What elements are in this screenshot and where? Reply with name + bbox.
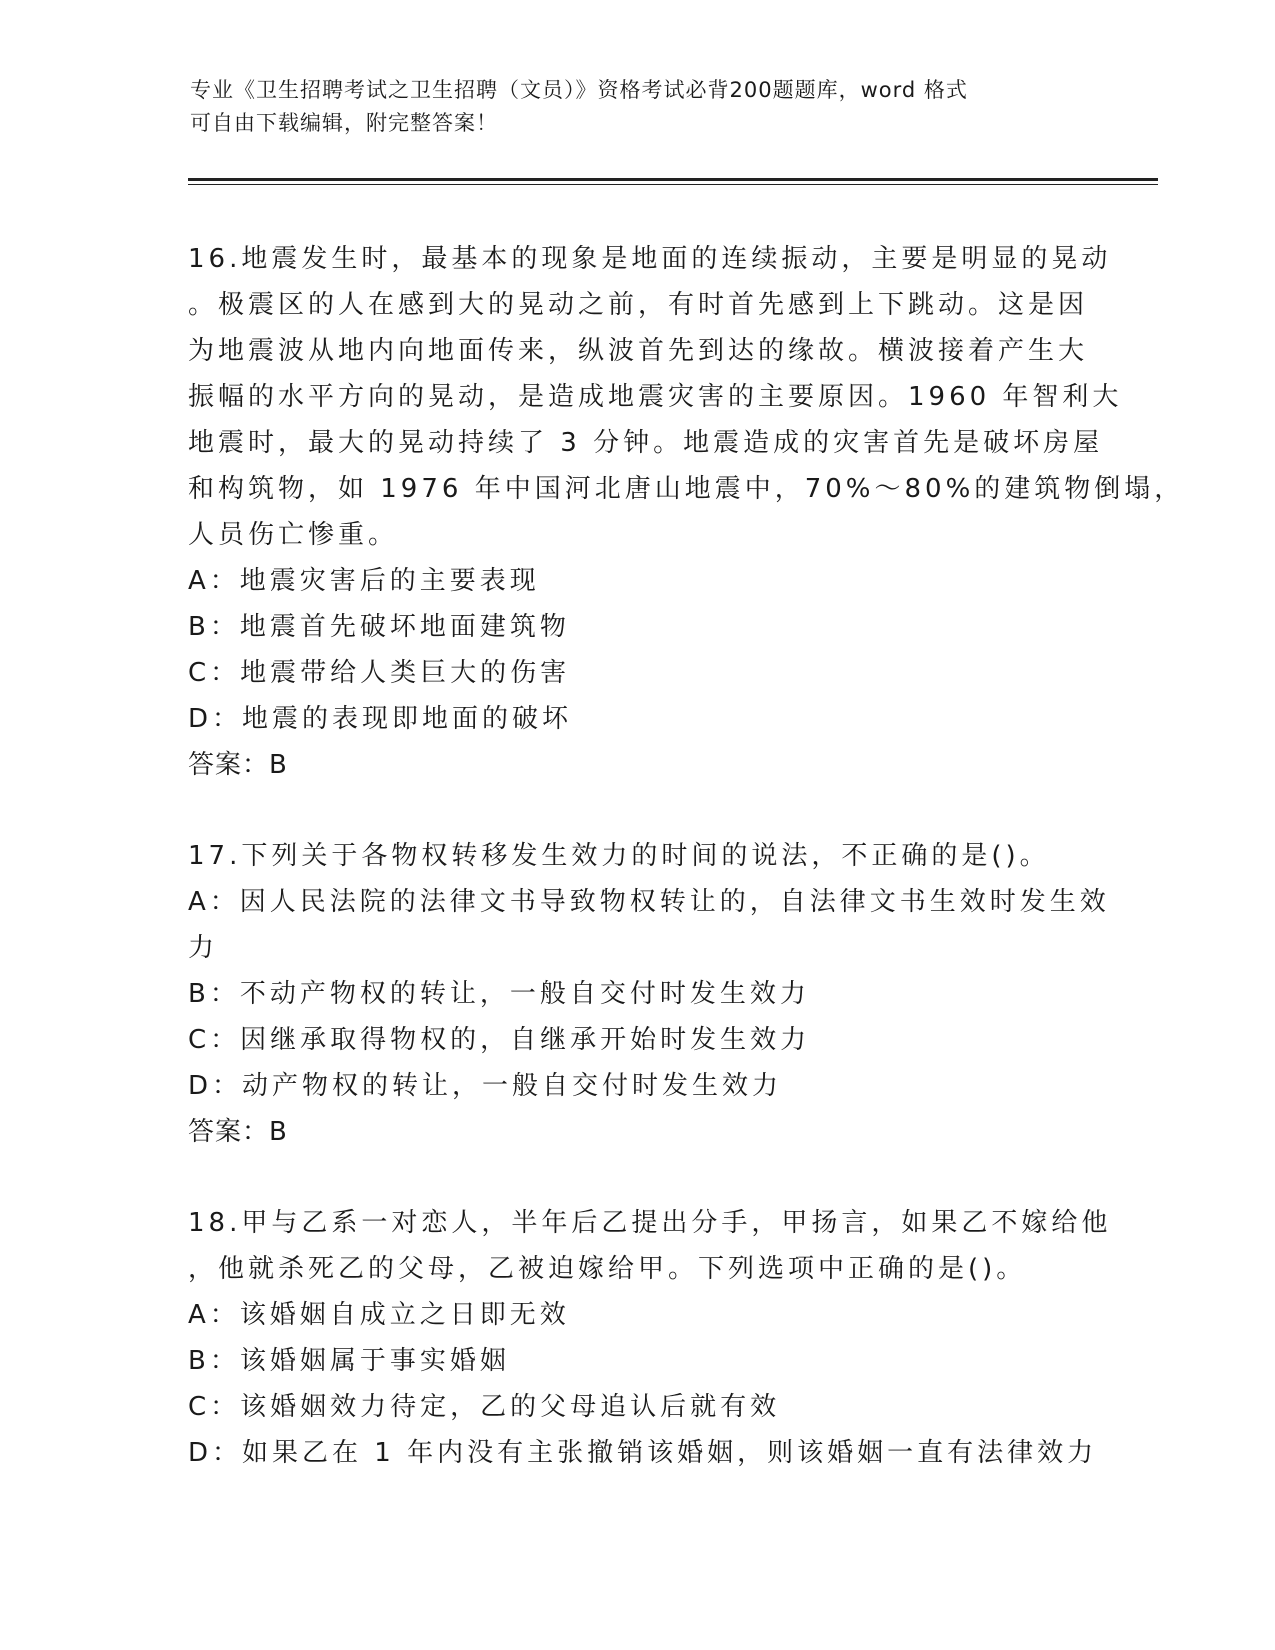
- question-stem-line: 和构筑物，如 1976 年中国河北唐山地震中，70%～80%的建筑物倒塌，: [188, 474, 1185, 504]
- header-divider-thin: [188, 184, 1158, 185]
- question-16: [188, 236, 1185, 788]
- option-b: B：地震首先破坏地面建筑物: [188, 612, 570, 642]
- option-d: D：地震的表现即地面的破坏: [188, 704, 573, 734]
- question-spacer: [188, 788, 1088, 833]
- option-d: D：如果乙在 1 年内没有主张撤销该婚姻，则该婚姻一直有法律效力: [188, 1438, 1098, 1468]
- question-18: [188, 1200, 1112, 1476]
- answer-line: 答案：B: [188, 750, 288, 780]
- option-c: C：因继承取得物权的，自继承开始时发生效力: [188, 1025, 811, 1055]
- option-c: C：地震带给人类巨大的伤害: [188, 658, 571, 688]
- question-stem-line: 为地震波从地内向地面传来，纵波首先到达的缘故。横波接着产生大: [188, 336, 1089, 366]
- question-stem-line: 人员伤亡惨重。: [188, 520, 399, 550]
- question-stem-line: 地震时，最大的晃动持续了 3 分钟。地震造成的灾害首先是破坏房屋: [188, 428, 1104, 458]
- question-stem-line: 16.地震发生时，最基本的现象是地面的连续振动，主要是明显的晃动: [188, 244, 1112, 274]
- option-d: D：动产物权的转让，一般自交付时发生效力: [188, 1071, 783, 1101]
- header-line: 可自由下载编辑，附完整答案！: [190, 111, 498, 135]
- question-stem-line: 。极震区的人在感到大的晃动之前，有时首先感到上下跳动。这是因: [188, 290, 1089, 320]
- option-c: C：该婚姻效力待定，乙的父母追认后就有效: [188, 1392, 781, 1422]
- answer-line: 答案：B: [188, 1117, 288, 1147]
- option-b: B：该婚姻属于事实婚姻: [188, 1346, 510, 1376]
- question-list: [188, 236, 1185, 1476]
- question-stem-line: 18.甲与乙系一对恋人，半年后乙提出分手，甲扬言，如果乙不嫁给他: [188, 1208, 1112, 1238]
- question-17: [188, 833, 1110, 1155]
- document-header: [190, 74, 1070, 140]
- option-a: A：该婚姻自成立之日即无效: [188, 1300, 570, 1330]
- question-stem-line: ，他就杀死乙的父母，乙被迫嫁给甲。下列选项中正确的是()。: [188, 1254, 1027, 1284]
- question-spacer: [188, 1155, 1088, 1200]
- option-b: B：不动产物权的转让，一般自交付时发生效力: [188, 979, 810, 1009]
- option-a: A：因人民法院的法律文书导致物权转让的，自法律文书生效时发生效: [188, 887, 1110, 917]
- question-stem-line: 振幅的水平方向的晃动，是造成地震灾害的主要原因。1960 年智利大: [188, 382, 1123, 412]
- question-stem-line: 17.下列关于各物权转移发生效力的时间的说法，不正确的是()。: [188, 841, 1050, 871]
- header-divider: [188, 178, 1158, 181]
- option-a-continued: 力: [188, 933, 219, 963]
- option-a: A：地震灾害后的主要表现: [188, 566, 540, 596]
- header-line: 专业《卫生招聘考试之卫生招聘（文员）》资格考试必背200题题库，word 格式: [190, 78, 968, 102]
